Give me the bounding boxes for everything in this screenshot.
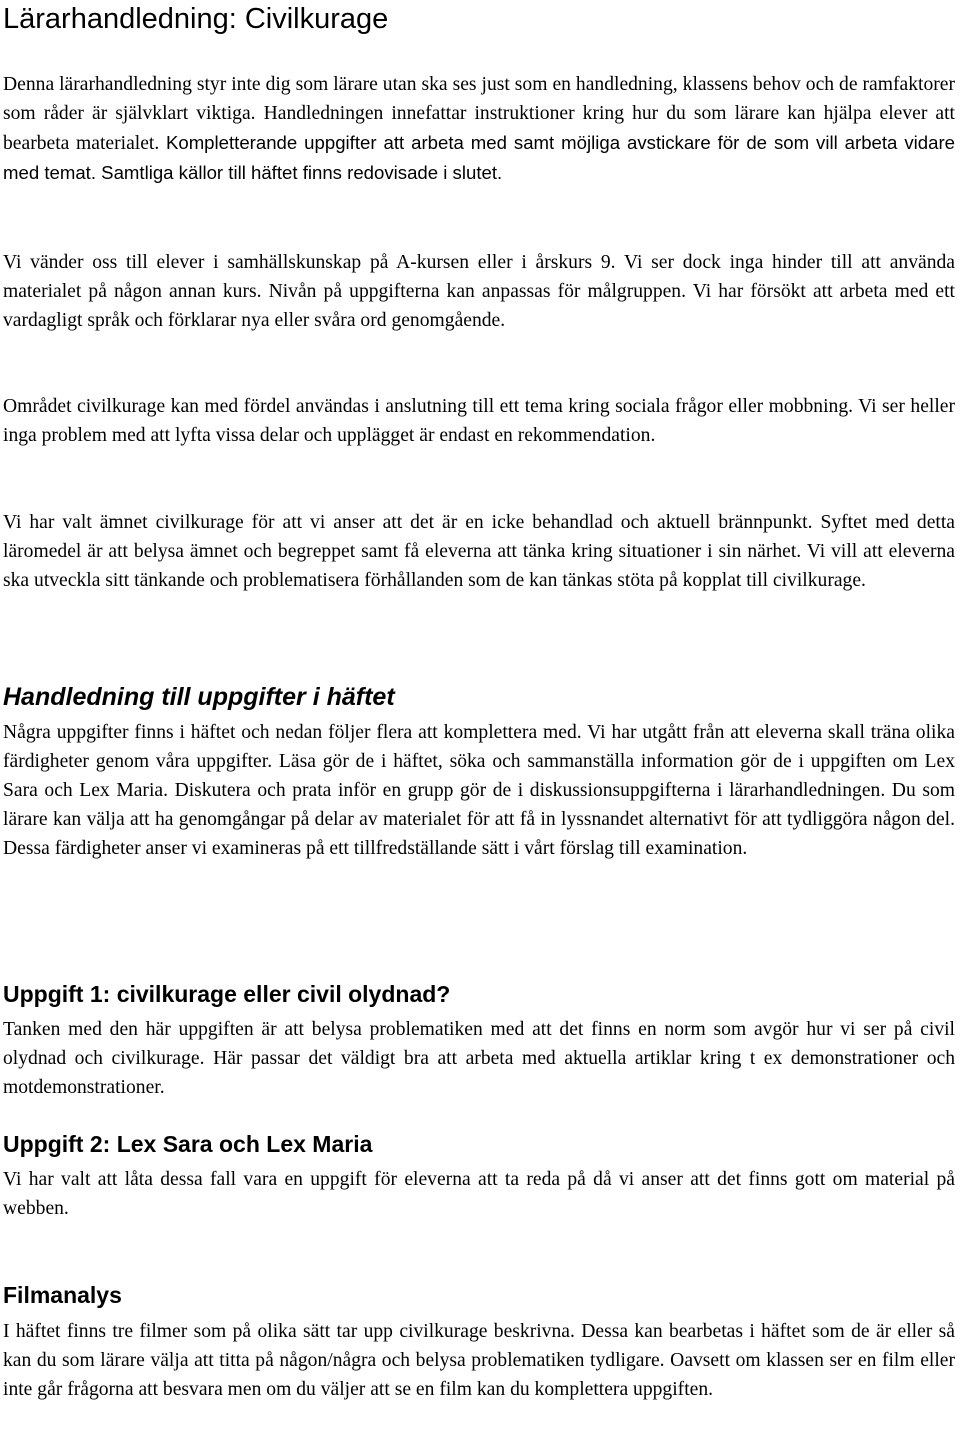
film-heading: Filmanalys — [3, 1282, 122, 1308]
intro-paragraph-3: Området civilkurage kan med fördel användas i anslutning till ett tema kring sociala frågor eller mobbning. Vi ser heller inga problem med att lyfta vissa delar och upplägget är endast en rekommendation. — [3, 396, 955, 446]
section-heading-guide: Handledning till uppgifter i häftet — [3, 683, 395, 711]
intro-paragraph-4: Vi har valt ämnet civilkurage för att vi anser att det är en icke behandlad och aktuell brännpunkt. Syftet med detta läromedel är att belysa ämnet och begreppet samt få eleverna att tänka kring situationer i sin närhet. Vi vill att eleverna ska utveckla sitt tänkande och problematisera förhållanden som de kan tänkas stöta på kopplat till civilkurage. — [3, 512, 955, 591]
task1-body: Tanken med den här uppgiften är att belysa problematiken med att det finns en norm som avgör hur vi ser på civil olydnad och civilkurage. Här passar det väldigt bra att arbeta med aktuella artiklar kring t ex demonstrationer och motdemonstrationer. — [3, 1019, 955, 1098]
document-title: Lärarhandledning: Civilkurage — [3, 3, 389, 35]
intro-paragraph-2: Vi vänder oss till elever i samhällskunskap på A-kursen eller i årskurs 9. Vi ser dock inga hinder till att använda materialet på någon annan kurs. Nivån på uppgifterna kan anpassas för målgruppen. Vi har försökt att arbeta med ett vardagligt språk och förklarar nya eller svåra ord genomgående. — [3, 252, 955, 331]
intro-paragraph-1 — [3, 70, 955, 188]
film-body: I häftet finns tre filmer som på olika sätt tar upp civilkurage beskrivna. Dessa kan bearbetas i häftet som de är eller så kan du som lärare välja att titta på någon/några och belysa problematiken tydligare. Oavsett om klassen ser en film eller inte går frågorna att besvara men om du väljer att se en film kan du komplettera uppgiften. — [3, 1321, 955, 1400]
intro-paragraph-1-serif: Denna lärarhandledning styr inte dig som lärare utan ska ses just som en handledning, klassens behov och de ramfaktorer som råder är självklart viktiga. Handledningen innefattar instruktioner kring hur du som lärare kan hjälpa elever att bearbeta materialet. — [3, 74, 955, 154]
task2-body: Vi har valt att låta dessa fall vara en uppgift för eleverna att ta reda på då vi anser att det finns gott om material på webben. — [3, 1169, 955, 1219]
section-guide-body: Några uppgifter finns i häftet och nedan följer flera att komplettera med. Vi har utgått från att eleverna skall träna olika färdigheter genom våra uppgifter. Läsa gör de i häftet, söka och sammanställa information gör de i uppgiften om Lex Sara och Lex Maria. Diskutera och prata inför en grupp gör de i diskussionsuppgifterna i lärarhandledningen. Du som lärare kan välja att ha genomgångar på delar av materialet för att få in lyssnandet alternativt för att tydliggöra någon del. Dessa färdigheter anser vi examineras på ett tillfredställande sätt i vårt förslag till examination. — [3, 722, 955, 859]
task2-heading: Uppgift 2: Lex Sara och Lex Maria — [3, 1131, 373, 1157]
task1-heading: Uppgift 1: civilkurage eller civil olydnad? — [3, 981, 451, 1007]
intro-paragraph-1-sans: Kompletterande uppgifter att arbeta med samt möjliga avstickare för de som vill arbeta vidare med temat. Samtliga källor till häftet finns redovisade i slutet. — [3, 132, 955, 183]
